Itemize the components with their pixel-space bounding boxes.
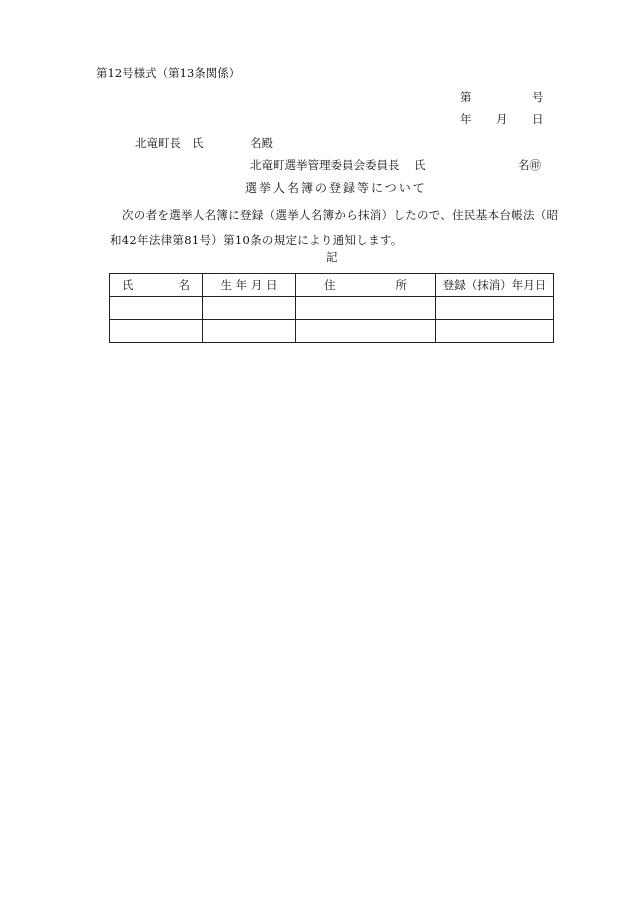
- subject-title: 選挙人名簿の登録等について: [245, 181, 427, 195]
- table-row: [110, 297, 554, 320]
- registration-table: [109, 273, 554, 343]
- header-name-shi: 氏: [122, 278, 134, 292]
- header-name: [110, 274, 203, 297]
- form-number: 第12号様式（第13条関係）: [96, 66, 241, 80]
- addressee-shi: 氏: [192, 136, 204, 150]
- sender-name-seal: 名㊞: [518, 158, 541, 172]
- cell-registration-date[interactable]: [436, 297, 554, 320]
- date-day: 日: [532, 112, 544, 126]
- table-header-row: [110, 274, 554, 297]
- cell-birthdate[interactable]: [203, 320, 296, 343]
- cell-registration-date[interactable]: [436, 320, 554, 343]
- header-birthdate: 生 年 月 日: [203, 274, 296, 297]
- sender-shi: 氏: [414, 158, 426, 172]
- addressee-title: 北竜町長: [135, 136, 181, 150]
- addressee-name-dono: 名殿: [250, 136, 273, 150]
- cell-name[interactable]: [110, 320, 203, 343]
- cell-address[interactable]: [296, 297, 436, 320]
- cell-name[interactable]: [110, 297, 203, 320]
- sender-title: 北竜町選挙管理委員会委員長: [250, 158, 400, 172]
- header-name-mei: 名: [178, 278, 190, 292]
- date-year: 年: [460, 112, 472, 126]
- ki-heading: 記: [326, 250, 338, 264]
- header-registration-date: 登録（抹消）年月日: [436, 274, 554, 297]
- header-address: [296, 274, 436, 297]
- doc-number-suffix: 号: [532, 90, 544, 104]
- header-address-ju: 住: [324, 278, 336, 292]
- body-paragraph: 次の者を選挙人名簿に登録（選挙人名簿から抹消）したので、住民基本台帳法（昭和42年法律第81号）第10条の規定により通知します。: [110, 208, 559, 247]
- date-month: 月: [496, 112, 508, 126]
- cell-birthdate[interactable]: [203, 297, 296, 320]
- table-row: [110, 320, 554, 343]
- cell-address[interactable]: [296, 320, 436, 343]
- header-address-sho: 所: [395, 278, 407, 292]
- doc-number-prefix: 第: [460, 90, 472, 104]
